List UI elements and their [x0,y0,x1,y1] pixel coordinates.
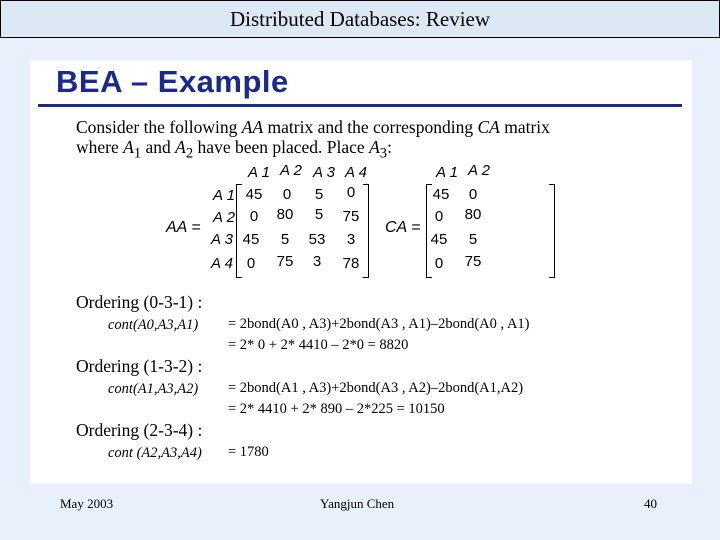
aa-cell: 45 [242,231,260,248]
aa-cell: 0 [346,184,356,201]
slide-title: BEA – Example [56,64,289,99]
aa-cell: 75 [276,253,294,270]
ordering-heading: Ordering (0-3-1) : [76,292,203,312]
aa-row-header: A 2 [213,209,235,226]
aa-cell: 5 [314,186,324,203]
aa-label: AA = [166,219,201,236]
ordering-lhs: cont (A2,A3,A4) [108,445,202,461]
intro-line-2: where $A_1$ and $A_2$ have been placed. Place $A_3$: [76,137,392,162]
ordering-heading: Ordering (1-3-2) : [76,356,203,376]
aa-cell: 3 [312,253,322,270]
ca-cell: 0 [434,208,444,225]
aa-cell: 45 [245,186,263,203]
ca-right-bracket [549,184,555,278]
intro-line-1: Consider the following AA matrix and the corresponding CA matrix [76,117,550,137]
ca-cell: 0 [434,255,444,272]
aa-cell: 0 [249,208,259,225]
ca-cell: 75 [464,253,482,270]
aa-row-header: A 4 [211,255,233,272]
ordering-formula: = 1780 [228,444,269,460]
aa-cell: 78 [342,255,360,272]
ca-cell: 5 [468,231,478,248]
title-underline [38,104,682,107]
aa-row-header: A 1 [213,187,235,204]
aa-cell: 5 [314,206,324,223]
aa-cell: 53 [308,231,326,248]
ca-cell: 80 [464,206,482,223]
aa-cell: 80 [276,206,294,223]
aa-col-header: A 2 [280,162,302,179]
ordering-formula: = 2bond(A0 , A3)+2bond(A3 , A1)–2bond(A0 , A1) [228,316,530,332]
ca-col-header: A 1 [436,164,458,181]
aa-cell: 5 [280,231,290,248]
aa-row-header: A 3 [211,231,233,248]
ordering-lhs: cont(A1,A3,A2) [108,381,199,397]
slide-header: Distributed Databases: Review [0,0,720,38]
ca-col-header: A 2 [468,162,490,179]
ca-cell: 0 [468,186,478,203]
aa-col-header: A 1 [248,164,270,181]
aa-cell: 0 [246,255,256,272]
slide-content [30,60,692,484]
intro-paragraph [76,117,550,164]
ordering-result: = 2* 4410 + 2* 890 – 2*225 = 10150 [228,401,445,417]
ordering-result: = 2* 0 + 2* 4410 – 2*0 = 8820 [228,337,409,353]
footer-author: Yangjun Chen [320,496,395,511]
aa-cell: 0 [282,186,292,203]
aa-col-header: A 4 [345,164,367,181]
footer-date: May 2003 [60,496,114,511]
ca-label: CA = [385,219,421,236]
ordering-lhs: cont(A0,A3,A1) [108,317,199,333]
ordering-formula: = 2bond(A1 , A3)+2bond(A3 , A2)–2bond(A1,A2) [228,380,524,396]
footer-page-number: 40 [644,496,657,511]
ordering-heading: Ordering (2-3-4) : [76,420,203,440]
aa-cell: 3 [346,231,356,248]
ca-cell: 45 [432,186,450,203]
ca-cell: 45 [430,231,448,248]
aa-cell: 75 [342,208,360,225]
aa-col-header: A 3 [313,164,335,181]
